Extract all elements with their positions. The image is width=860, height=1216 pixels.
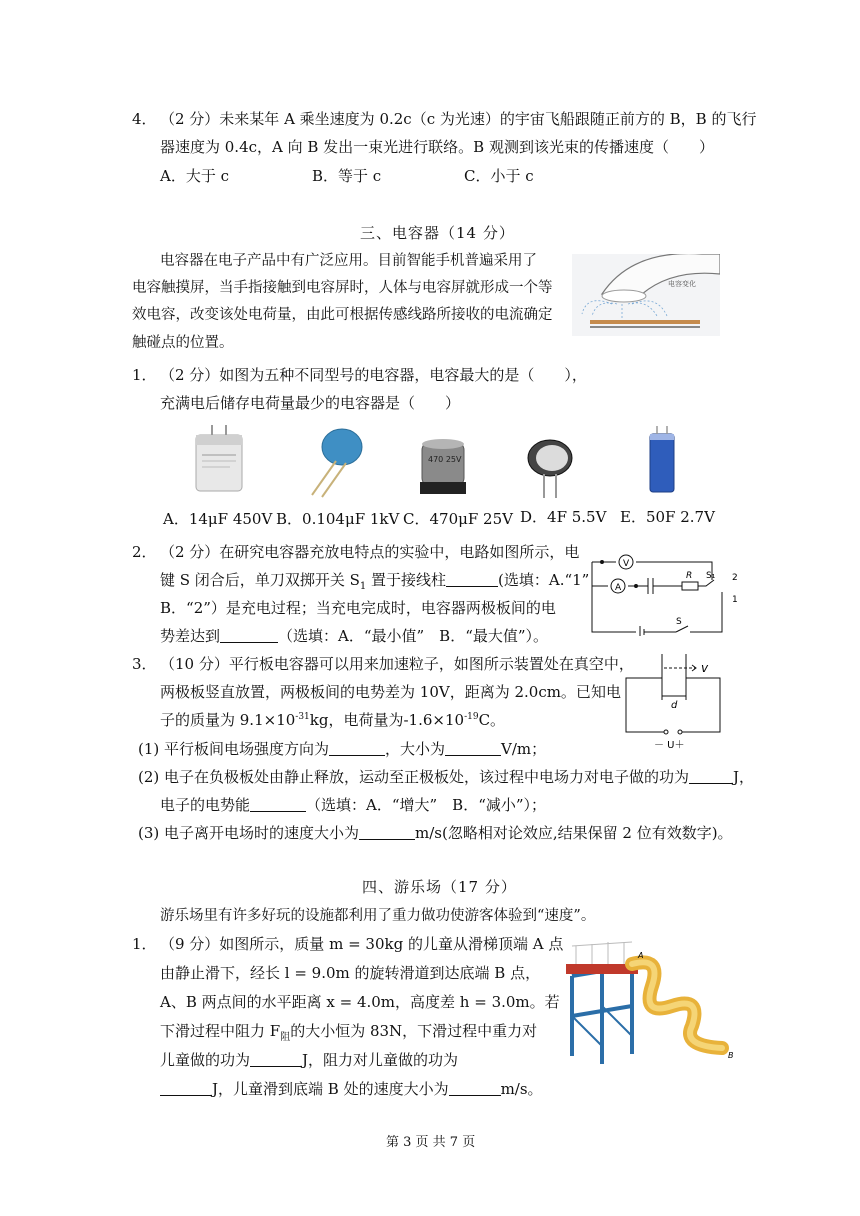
s3q3-blank-work[interactable] [689,767,733,784]
s4q1-line6-b: m/s。 [500,1080,543,1098]
s4q1-text-line2: 由静止滑下，经长 l = 9.0m 的旋转滑道到达底端 B 点， [160,964,541,982]
section3-intro-line2: 电容触摸屏，当手指接触到电容屏时，人体与电容屏就形成一个等 [132,280,553,296]
circuit-label-s: S [676,617,682,627]
capacitor-option-c: C．470μF 25V [403,510,513,528]
q4-number: 4． [132,110,157,128]
section4-intro: 游乐场里有许多好玩的设施都利用了重力做功使游客体验到“速度”。 [160,908,596,924]
s4q1-text-line3: A、B 两点间的水平距离 x = 4.0m，高度差 h = 3.0m。若 [160,993,560,1011]
s3q3-blank-magnitude[interactable] [445,739,501,756]
parallel-plate-diagram [624,648,734,750]
s4q1-line5-a: 儿童做的功为 [160,1051,251,1069]
plate-label-v: v [701,661,709,675]
s3q3-sub1-b: ，大小为 [385,740,446,758]
touch-label: 电容变化 [668,280,696,288]
s3q1-text-line1: （2 分）如图为五种不同型号的电容器，电容最大的是（ ）， [160,366,587,384]
capacitor-c-marking: 470 25V [428,455,462,464]
s3q1-text-line2: 充满电后储存电荷量最少的电容器是（ ） [160,394,461,412]
s3q2-text-line4 [160,625,548,646]
circuit-label-a: A [615,583,622,593]
s3q3-sup2: -19 [464,712,479,722]
q4-option-b: B．等于 c [312,167,382,185]
q4-text-line1: （2 分）未来某年 A 乘坐速度为 0.2c（c 为光速）的宇宙飞船跟随正前方的 B，B 的飞行 [160,110,757,128]
q4-option-a: A．大于 c [160,167,230,185]
s3q3-sub1-c: V/m； [501,740,547,758]
s3q3-sub3 [138,822,733,843]
s3q2-line2-c: (选填：A.“1” [498,571,590,589]
capacitor-b-image [292,425,372,499]
s4q1-line4-sub: 阻 [280,1032,291,1043]
section3-intro-line3: 效电容，改变该处电荷量，由此可根据传感线路所接收的电流确定 [132,307,553,323]
s4q1-blank-gravity-work[interactable] [250,1050,302,1067]
s4q1-line6-a: J，儿童滑到底端 B 处的速度大小为 [212,1080,449,1098]
s4q1-blank-speed[interactable] [449,1079,501,1096]
s3q3-sub2-c: 电子的电势能 [160,796,251,814]
plate-label-u: － U＋ [654,740,685,750]
s3q2-line4-b: （选填：A．“最小值” B．“最大值”）。 [278,627,549,645]
s4q1-text-line6 [160,1078,543,1099]
capacitor-a-image [190,425,250,503]
q4-text-line2: 器速度为 0.4c，A 向 B 发出一束光进行联络。B 观测到该光束的传播速度（ ） [160,138,714,156]
s3q3-sub3-b: m/s(忽略相对论效应,结果保留 2 位有效数字)。 [415,824,733,842]
slide-label-a: A [638,951,644,960]
capacitor-option-a: A．14μF 450V [163,510,273,528]
s3q3-line3-c: C。 [478,711,506,729]
page-footer: 第 3 页 共 7 页 [386,1135,476,1150]
s3q3-line3-b: kg，电荷量为-1.6×10 [309,711,465,729]
capacitor-option-b: B．0.104μF 1kV [276,510,400,528]
s3q2-text-line3: B．“2”）是充电过程；当充电完成时，电容器两极板间的电 [160,599,556,617]
plate-label-d: d [671,700,678,711]
section3-intro-line4: 触碰点的位置。 [132,335,234,351]
s3q3-sub2-d: （选填：A．“增大” B．“减小”）； [306,796,547,814]
s3q3-line3-a: 子的质量为 9.1×10 [160,711,296,729]
s3q3-sub1 [138,738,546,759]
capacitor-option-e: E．50F 2.7V [620,508,715,526]
s4q1-text-line5 [160,1049,458,1070]
slide-label-b: B [728,1051,734,1060]
s3q3-sub2-a: (2) 电子在负极板处由静止释放，运动至正极板处，该过程中电场力对电子做的功为 [138,768,690,786]
s3q3-text-line1: （10 分）平行板电容器可以用来加速粒子，如图所示装置处在真空中， [160,655,634,673]
s3q3-sub2 [138,766,754,787]
circuit-label-v: V [623,559,630,569]
s3q2-blank1[interactable] [446,570,498,587]
s3q1-number: 1． [132,366,157,384]
s4q1-text-line4 [160,1020,537,1043]
s3q2-line2-b: 置于接线柱 [366,571,447,589]
s3q3-blank-energy[interactable] [250,795,306,812]
touchscreen-illustration [572,254,720,336]
circuit-label-r: R [686,571,693,581]
s3q3-sup1: -31 [295,712,310,722]
s3q2-blank2[interactable] [220,626,278,643]
s4q1-number: 1． [132,935,157,953]
s3q3-sub2-b: J， [733,768,755,786]
s3q3-sub3-a: (3) 电子离开电场时的速度大小为 [138,824,360,842]
circuit-diagram [588,540,748,636]
capacitor-d-image [522,436,582,500]
s3q2-text-line1: （2 分）在研究电容器充放电特点的实验中，电路如图所示，电 [160,543,580,561]
s4q1-line5-b: J，阻力对儿童做的功为 [302,1051,459,1069]
s3q3-blank-direction[interactable] [329,739,385,756]
s4q1-blank-resistance-work[interactable] [160,1079,212,1096]
section4-title: 四、游乐场（17 分） [362,878,517,896]
capacitor-c-image [418,436,470,502]
s3q2-text-line2 [160,569,589,592]
capacitor-e-image [644,426,680,502]
s3q3-sub1-a: (1) 平行板间电场强度方向为 [138,740,330,758]
s3q3-blank-speed[interactable] [359,823,415,840]
capacitor-option-d: D．4F 5.5V [520,508,607,526]
s3q3-text-line3 [160,709,505,730]
circuit-terminal-2: 2 [732,573,738,583]
s4q1-text-line1: （9 分）如图所示，质量 m = 30kg 的儿童从滑梯顶端 A 点 [160,935,564,953]
s3q2-line2-a: 键 S 闭合后，单刀双掷开关 S [160,571,360,589]
circuit-label-s1: S₁ [706,571,716,581]
s3q2-number: 2． [132,543,157,561]
s4q1-line4-b: 的大小恒为 83N，下滑过程中重力对 [290,1022,538,1040]
s3q3-number: 3． [132,655,157,673]
s3q3-sub2-line2 [160,794,546,815]
s3q3-text-line2: 两极板竖直放置，两极板间的电势差为 10V，距离为 2.0cm。已知电 [160,683,621,701]
s3q2-line2-sub: 1 [359,581,367,592]
water-slide-illustration [552,936,742,1066]
s3q2-line4-a: 势差达到 [160,627,221,645]
circuit-terminal-1: 1 [732,595,738,605]
section3-intro-line1: 电容器在电子产品中有广泛应用。目前智能手机普遍采用了 [160,253,537,269]
section3-title: 三、电容器（14 分） [360,224,515,242]
s4q1-line4-a: 下滑过程中阻力 F [160,1022,281,1040]
q4-option-c: C．小于 c [464,167,534,185]
